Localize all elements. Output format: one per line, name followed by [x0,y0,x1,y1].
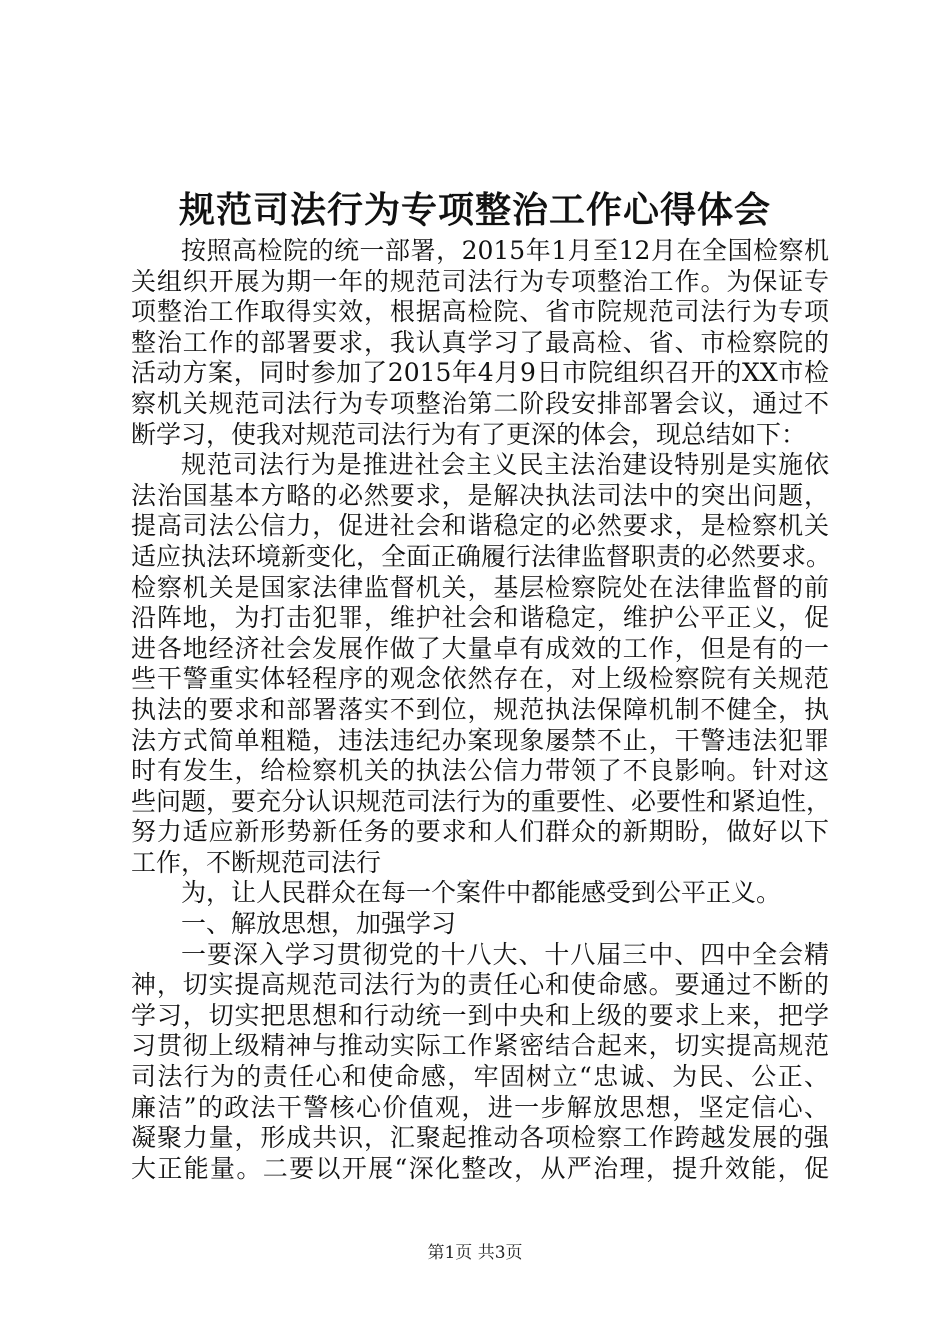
text-line: 习贯彻上级精神与推动实际工作紧密结合起来，切实提高规范 [131,1031,829,1061]
text-line: 检察机关是国家法律监督机关，基层检察院处在法律监督的前 [131,572,829,602]
text-line: 学习，切实把思想和行动统一到中央和上级的要求上来，把学 [131,1000,829,1030]
text-line: 努力适应新形势新任务的要求和人们群众的新期盼，做好以下 [131,817,829,847]
text-line: 些问题，要充分认识规范司法行为的重要性、必要性和紧迫性， [131,786,832,816]
text-line: 司法行为的责任心和使命感，牢固树立“忠诚、为民、公正、 [131,1062,829,1092]
text-line: 为，让人民群众在每一个案件中都能感受到公平正义。 [181,878,782,908]
text-line: 察机关规范司法行为专项整治第二阶段安排部署会议，通过不 [131,388,829,418]
text-line: 沿阵地，为打击犯罪，维护社会和谐稳定，维护公平正义，促 [131,603,829,633]
text-line: 一要深入学习贯彻党的十八大、十八届三中、四中全会精 [181,939,829,969]
text-line: 适应执法环境新变化，全面正确履行法律监督职责的必然要求。 [131,541,832,571]
text-line: 些干警重实体轻程序的观念依然存在，对上级检察院有关规范 [131,664,829,694]
text-line: 法治国基本方略的必然要求，是解决执法司法中的突出问题， [131,480,829,510]
text-line: 提高司法公信力，促进社会和谐稳定的必然要求，是检察机关 [131,511,829,541]
text-line: 神，切实提高规范司法行为的责任心和使命感。要通过不断的 [131,970,829,1000]
text-line: 断学习，使我对规范司法行为有了更深的体会，现总结如下： [131,419,807,449]
text-line: 法方式简单粗糙，违法违纪办案现象屡禁不止，干警违法犯罪 [131,725,829,755]
text-line: 整治工作的部署要求，我认真学习了最高检、省、市检察院的 [131,327,829,357]
section-heading: 一、解放思想，加强学习 [181,909,457,939]
text-line: 大正能量。二要以开展“深化整改，从严治理，提升效能，促 [131,1153,829,1183]
text-line: 项整治工作取得实效，根据高检院、省市院规范司法行为专项 [131,297,829,327]
document-title: 规范司法行为专项整治工作心得体会 [178,189,771,231]
text-line: 活动方案，同时参加了2015年4月9日市院组织召开的XX市检 [131,358,829,388]
text-line: 工作，不断规范司法行 [131,847,382,877]
text-line: 规范司法行为是推进社会主义民主法治建设特别是实施依 [181,450,829,480]
text-line: 廉洁”的政法干警核心价值观，进一步解放思想，坚定信心、 [131,1092,829,1122]
text-line: 按照高检院的统一部署，2015年1月至12月在全国检察机 [181,236,829,265]
text-line: 时有发生，给检察机关的执法公信力带领了不良影响。针对这 [131,756,829,786]
page-footer: 第1页 共3页 [427,1243,523,1263]
text-line: 执法的要求和部署落实不到位，规范执法保障机制不健全，执 [131,694,829,724]
document-body [131,236,832,1184]
text-line: 关组织开展为期一年的规范司法行为专项整治工作。为保证专 [131,266,829,296]
text-line: 进各地经济社会发展作做了大量卓有成效的工作，但是有的一 [131,633,829,663]
text-line: 凝聚力量，形成共识，汇聚起推动各项检察工作跨越发展的强 [131,1123,829,1153]
